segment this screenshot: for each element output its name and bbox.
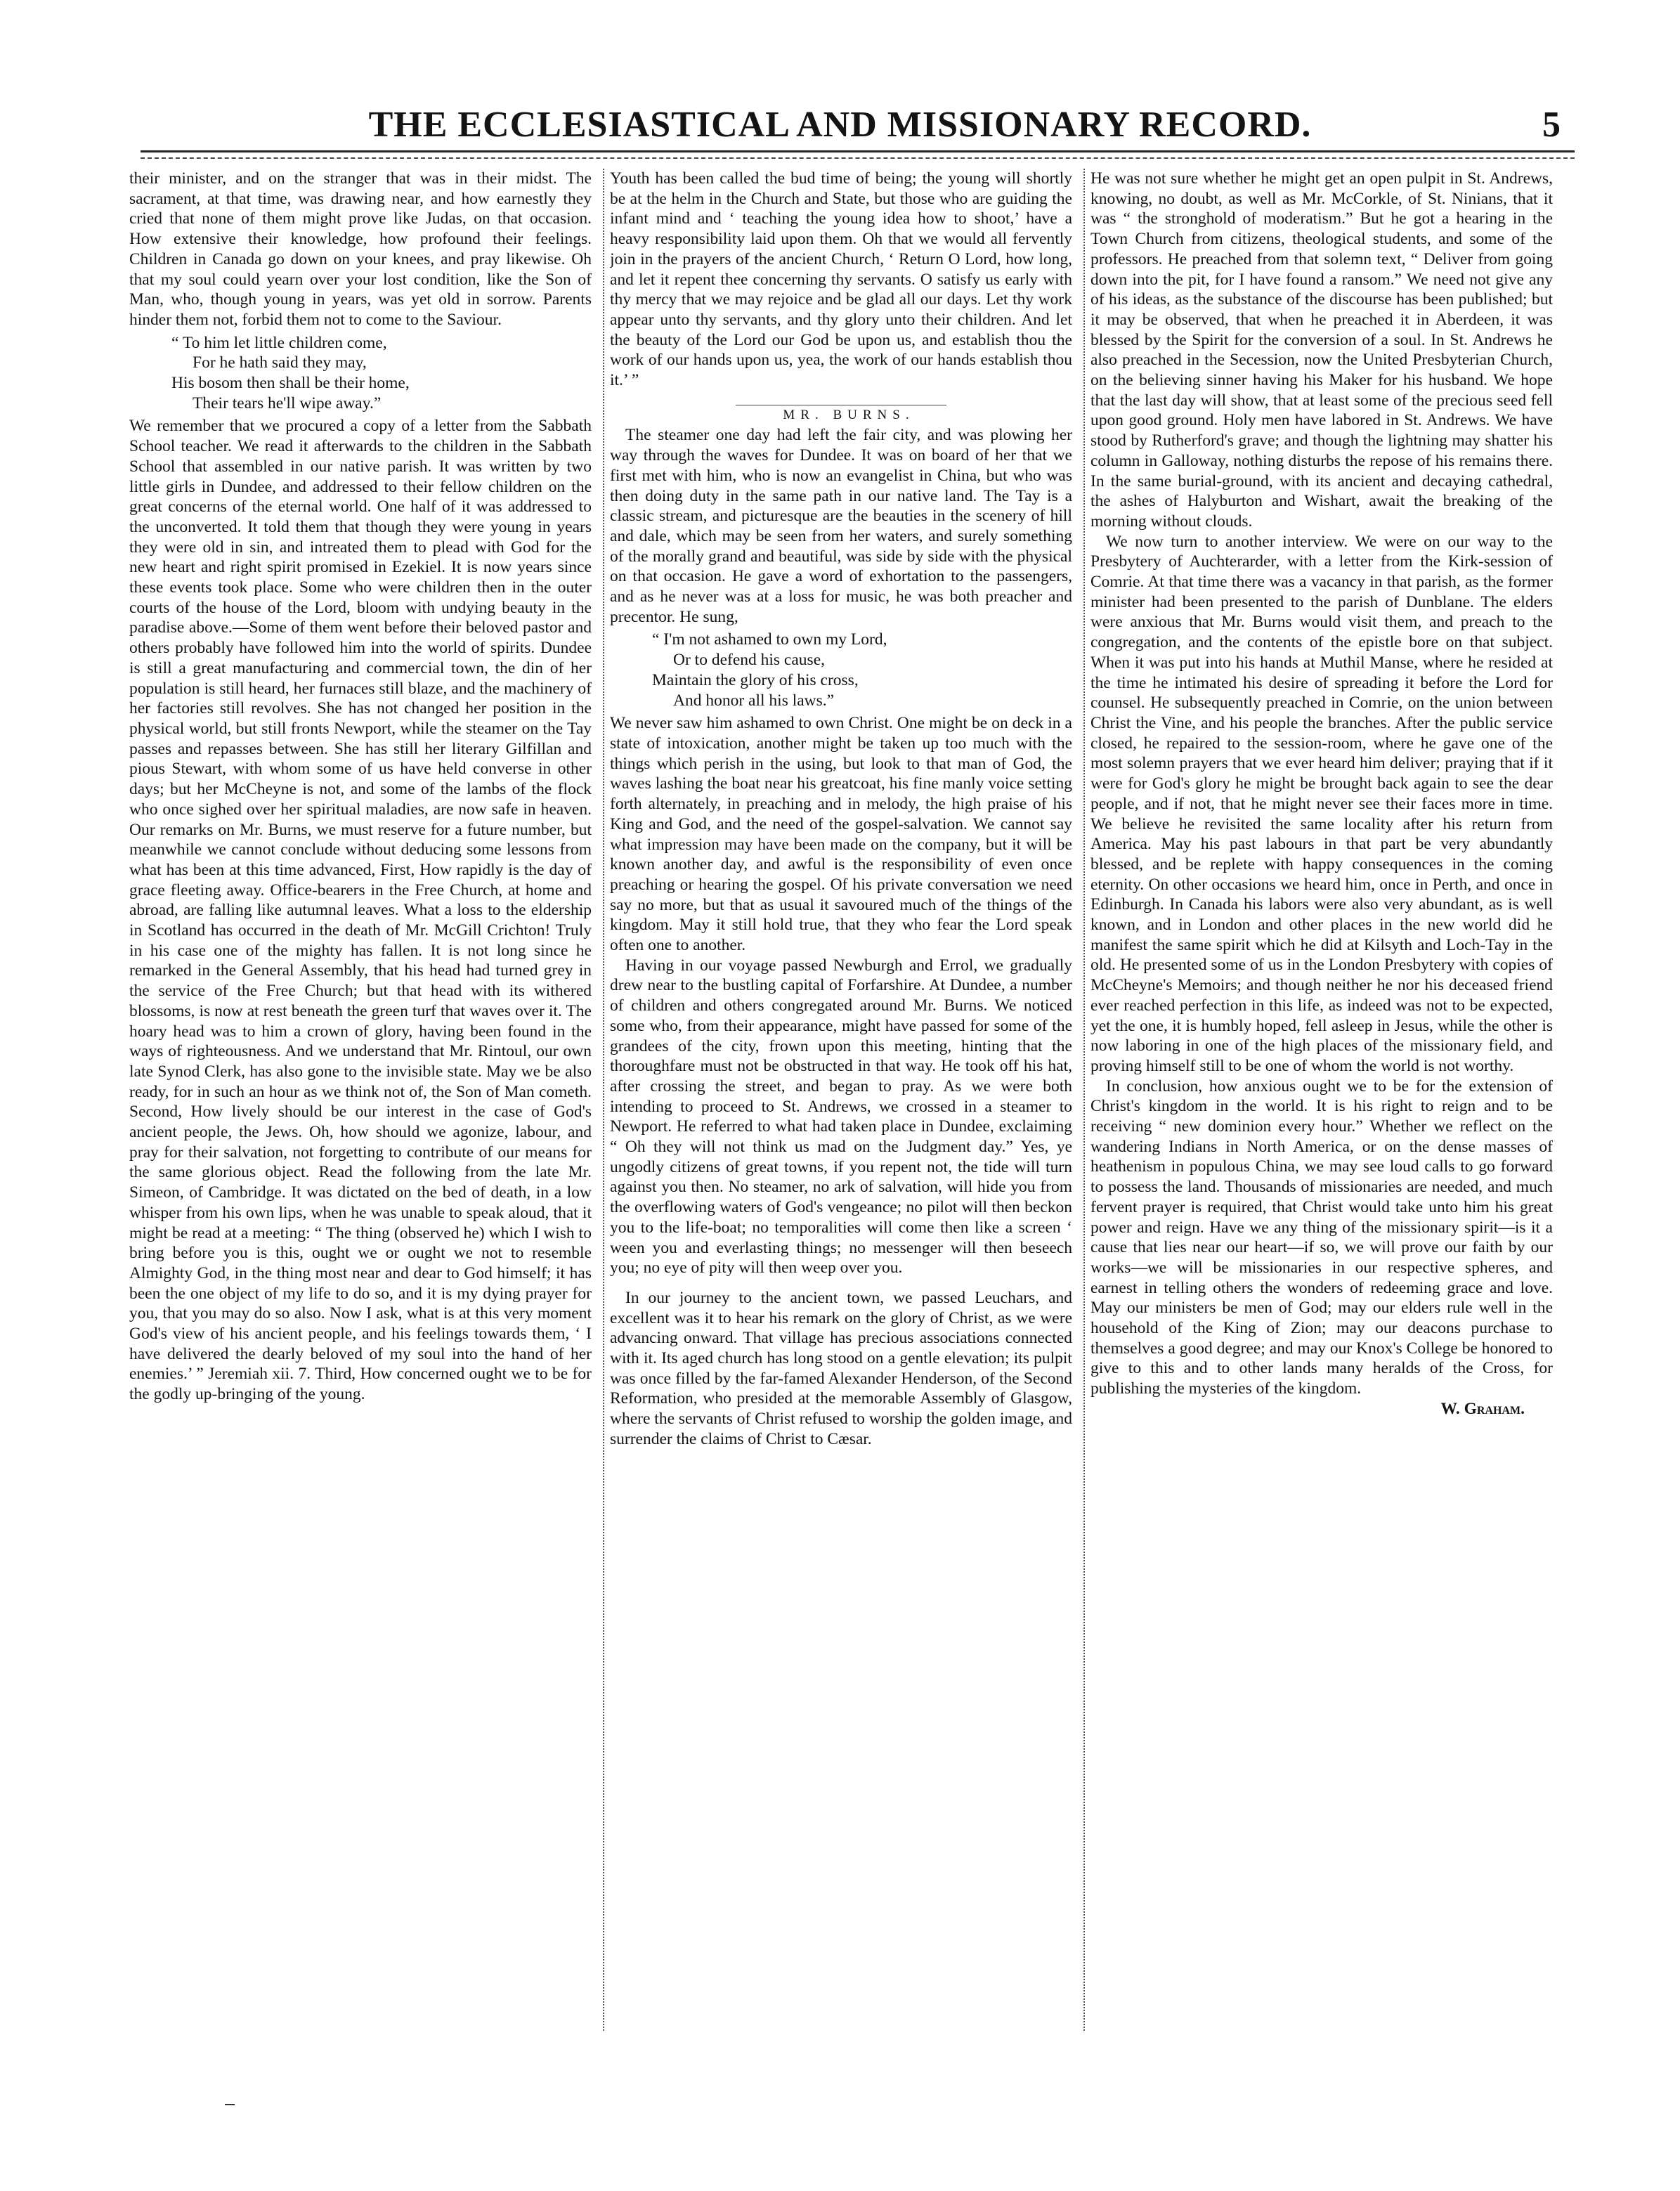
hymn-verse <box>610 630 1072 710</box>
verse-line: And honor all his laws.” <box>673 691 835 710</box>
hymn-verse <box>129 333 592 414</box>
verse-line: For he hath said they may, <box>193 353 367 372</box>
paragraph: In conclusion, how anxious ought we to be for the extension of Christ's kingdom in the world. It is his right to reign and to be receiving “ new dominion every hour.” Whether we reflect on the wandering Indians in North America, or on the dense masses of heathenism in populous China, we may see loud calls to go forward to possess the land. Thousands of missionaries are needed, and much fervent prayer is required, that Christ would take unto him his great power and reign. Have we any thing of the missionary spirit—is it a cause that lies near our heart—if so, we will prove our faith by our works—we will be missionaries in our respective spheres, and earnest in telling others the wonders of redeeming grace and love. May our ministers be men of God; may our elders rule well in the household of the King of Zion; may our deacons purchase to themselves a good degree; and may our Knox's College be honored to give to this and to other lands many heralds of the Cross, for publishing the mysteries of the kingdom. <box>1090 1077 1553 1398</box>
header-rule <box>141 150 1575 152</box>
verse-line: His bosom then shall be their home, <box>171 374 410 393</box>
verse-line: “ To him let little children come, <box>171 333 387 352</box>
section-heading: MR. BURNS. <box>783 407 915 422</box>
paragraph: In our journey to the ancient town, we passed Leuchars, and excellent was it to hear his remark on the glory of Christ, as we were advancing onward. That village has precious associations connected with it. Its aged church has long stood on a gentle elevation; its pulpit was once filled by the far-famed Alexander Henderson, of the Second Reformation, who presided at the memorable Assembly of Glasgow, where the servants of Christ refused to worship the golden image, and surrender the claims of Christ to Cæsar. <box>610 1288 1072 1448</box>
paragraph: Having in our voyage passed Newburgh and Errol, we gradually drew near to the bustling capital of Forfarshire. At Dundee, a number of children and others congregated around Mr. Burns. We noticed some who, from their appearance, might have passed for some of the grandees of the city, frown upon this meeting, hinting that the thoroughfare must not be obstructed in that way. He took off his hat, after crossing the street, and began to pray. As we were both intending to proceed to St. Andrews, we crossed in a steamer to Newport. He referred to what had taken place in Dundee, exclaiming “ Oh they will not think us mad on the Judgment day.” Yes, ye ungodly citizens of great towns, if you repent not, the tide will turn against you then. No steamer, no ark of salvation, will hide you from the overflowing waters of God's vengeance; no pilot will then beckon you to the life-boat; no temporalities will come then like a screen ‘ ween you and everlasting things; no messenger will then beseech you; no eye of pity will then weep over you. <box>610 956 1072 1277</box>
paragraph: their minister, and on the stranger that was in their midst. The sacrament, at that time, was drawing near, and how earnestly they cried that none of them might prove like Judas, on that occasion. How extensive their knowledge, how profound their feelings. Children in Canada go down on your knees, and pray likewise. Oh that my soul could yearn over your lost condition, like the Son of Man, who, though young in years, was yet old in sorrow. Parents hinder them not, forbid them not to come to the Saviour. <box>129 169 592 329</box>
column-divider <box>1083 169 1085 2031</box>
column-2 <box>610 169 1072 2024</box>
verse-line: Their tears he'll wipe away.” <box>193 394 382 412</box>
column-3 <box>1090 169 1553 2024</box>
page-number: 5 <box>1542 105 1561 145</box>
print-mark <box>225 2104 235 2105</box>
verse-line: Or to defend his cause, <box>673 651 825 670</box>
verse-line: Maintain the glory of his cross, <box>652 670 859 689</box>
paragraph: We remember that we procured a copy of a letter from the Sabbath School teacher. We read it afterwards to the children in the Sabbath School that assembled in our native parish. It was written by two little girls in Dundee, and addressed to their fellow children on the great concerns of the eternal world. One half of it was addressed to the unconverted. It told them that though they were young in years they were old in sin, and intreated them to plead with God for the new heart and right spirit promised in Ezekiel. It is now years since these events took place. Some who were children then in the outer courts of the house of the Lord, bloom with undying beauty in the paradise above.—Some of them went before their beloved pastor and others probably have followed him into the world of spirits. Dundee is still a great manufacturing and commercial town, the din of her population is still heard, her furnaces still blaze, and the machinery of her factories still revolves. She has not changed her position in the physical world, but still fronts Newport, while the steamer on the Tay passes and repasses between. She has still her literary Gilfillan and pious Stewart, with whom some of us have held converse in other days; but her McCheyne is not, and some of the lambs of the flock who once sighed over her spiritual maladies, are now safe in heaven. Our remarks on Mr. Burns, we must reserve for a future number, but meanwhile we cannot conclude without deducing some lessons from what has been at this time advanced, First, How rapidly is the day of grace fleeting away. Office-bearers in the Free Church, at home and abroad, are falling like autumnal leaves. What a loss to the eldership in Scotland has occurred in the death of Mr. McGill Crichton! Truly in his case one of the mighty has fallen. It is not long since he remarked in the General Assembly, that his head had turned grey in the service of the Free Church; but that head with its withered blossoms, is now at rest beneath the green turf that waves over it. The hoary head was to him a crown of glory, having been found in the ways of righteousness. And we understand that Mr. Rintoul, our own late Synod Clerk, has also gone to the invisible state. May we be also ready, for in such an hour as we think not of, the Son of Man cometh. Second, How lively should be our interest in the case of God's ancient people, the Jews. Oh, how should we agonize, labour, and pray for their salvation, not forgetting to contribute of our means for the same glorious object. Read the following from the late Mr. Simeon, of Cambridge. It was dictated on the bed of death, in a low whisper from his own lips, when he was unable to speak aloud, that it might be read at a meeting: “ The thing (observed he) which I wish to bring before you is this, ought we or ought we not to resemble Almighty God, in the thing most near and dear to God himself; it has been the one object of my life to do so, and it is my dying prayer for you, that you may do so also. Now I ask, what is at this very moment God's view of his ancient people, and his feelings towards them, ‘ I have delivered the dearly beloved of my soul into the hand of her enemies.’ ” Jeremiah xii. 7. Third, How concerned ought we to be for the godly up-bringing of the young. <box>129 417 592 1404</box>
column-divider <box>603 169 604 2031</box>
paragraph: We never saw him ashamed to own Christ. One might be on deck in a state of intoxication, another might be taken up too much with the things which perish in the using, but look to that man of God, the waves lashing the boat near his greatcoat, his fine manly voice setting forth alternately, in preaching and in melody, the high praise of his King and God, and the need of the gospel-salvation. We cannot say what impression may have been made on the company, but it will be known another day, and awful is the responsibility of even once preaching or hearing the gospel. Of his private conversation we need say no more, but that as usual it savoured much of the things of the kingdom. May it still hold true, that they who fear the Lord speak often one to another. <box>610 714 1072 955</box>
masthead <box>105 104 1575 146</box>
header-rule-dashed <box>141 157 1575 159</box>
paragraph: We now turn to another interview. We were on our way to the Presbytery of Auchterarder, with a letter from the Kirk-session of Comrie. At that time there was a vacancy in that parish, as the former minister had been presented to the parish of Dunblane. The elders were anxious that Mr. Burns would visit them, and preach to the congregation, and the contents of the epistle bore on that subject. When it was put into his hands at Muthil Manse, where he resided at the time he intimated his desire of spreading it before the Lord for counsel. He subsequently preached in Comrie, on the union between Christ the Vine, and his people the branches. After the public service closed, he repaired to the session-room, where he gave one of the most solemn prayers that we ever heard him deliver; praying that if it were for God's glory he might be brought back again to see the dear people, and if not, that he might never see their faces more in time. We believe he revisited the same locality after his return from America. May his past labours in that part be very abundantly blessed, and be replete with happy consequences in the coming eternity. On other occasions we heard him, once in Perth, and once in Edinburgh. In Canada his labors were also very abundant, as is well known, and in London and other places in the new world did he manifest the same spirit which he did at Kilsyth and Loch-Tay in the old. He presented some of us in the London Presbytery with copies of McCheyne's Memoirs; and though neither he nor his deceased friend ever reached perfection in this life, as indeed was not to be expected, yet the one, it is humbly hoped, fell asleep in Jesus, while the other is now laboring in one of the high places of the missionary field, and proving himself still to be one of whom the world is not worthy. <box>1090 532 1553 1075</box>
paragraph: Youth has been called the bud time of being; the young will shortly be at the helm in the Church and State, but those who are guiding the infant mind and ‘ teaching the young idea how to shoot,’ have a heavy responsibility laid upon them. Oh that we would all fervently join in the prayers of the ancient Church, ‘ Return O Lord, how long, and let it repent thee concerning thy servants. O satisfy us early with thy mercy that we may rejoice and be glad all our days. Let thy work appear unto thy servants, and thy glory unto their children. And let the beauty of the Lord our God be upon us, and establish thou the work of our hands upon us, yea, the work of our hands establish thou it.’ ” <box>610 169 1072 390</box>
publication-title: THE ECCLESIASTICAL AND MISSIONARY RECORD. <box>368 105 1312 145</box>
verse-line: “ I'm not ashamed to own my Lord, <box>652 630 887 649</box>
paragraph: The steamer one day had left the fair city, and was plowing her way through the waves for Dundee. It was on board of her that we first met with him, who is now an evangelist in China, but who was then doing duty in the same path in our native land. The Tay is a classic stream, and picturesque are the beauties in the scenery of hill and dale, which may be seen from her waters, and surely something of the morally grand and beautiful, was side by side with the physical on that occasion. He gave a word of exhortation to the passengers, and as he never was at a loss for music, he was both preacher and precentor. He sung, <box>610 426 1072 626</box>
author-signature: W. Graham. <box>1440 1399 1525 1418</box>
paragraph: He was not sure whether he might get an open pulpit in St. Andrews, knowing, no doubt, as well as Mr. McCorkle, of St. Ninians, that it was “ the stronghold of moderatism.” But he got a hearing in the Town Church from citizens, theological students, and some of the professors. He preached from that solemn text, “ Deliver from going down into the pit, for I have found a ransom.” We need not give any of his ideas, as the substance of the discourse has been published; but it may be observed, that when he preached it in Aberdeen, it was blessed by the Spirit for the conversion of a soul. In St. Andrews he also preached in the Secession, now the United Presbyterian Church, on the believing sinner having his Maker for his husband. We hope that the last day will show, that at least some of the precious seed fell upon good ground. Holy men have labored in St. Andrews. We have stood by Rutherford's grave; and though the lightning may shatter his column in Galloway, nothing disturbs the repose of his remains there. In the same burial-ground, with its ancient and decaying cathedral, the ashes of Halyburton and Wishart, await the breaking of the morning without clouds. <box>1090 169 1553 531</box>
column-1 <box>129 169 592 2024</box>
